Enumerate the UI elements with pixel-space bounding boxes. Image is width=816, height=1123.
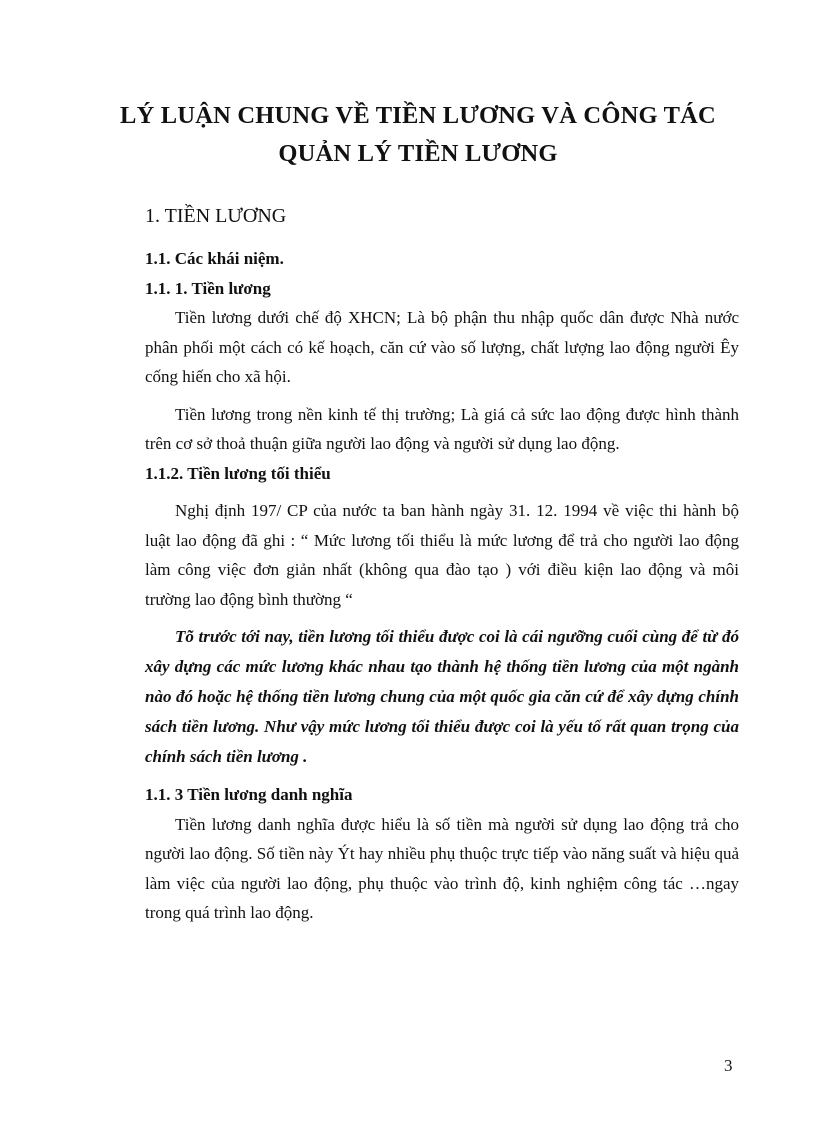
subheading-minimum-salary: 1.1.2. Tiền lương tối thiểu	[145, 463, 331, 483]
title-line-1: LÝ LUẬN CHUNG VỀ TIỀN LƯƠNG VÀ CÔNG TÁC	[120, 102, 716, 129]
subheading-nominal-salary: 1.1. 3 Tiền lương danh nghĩa	[145, 785, 353, 804]
paragraph-decree-197: Nghị định 197/ CP của nước ta ban hành ngày 31. 12. 1994 về việc thi hành bộ luật lao động đã ghi : “ Mức lương tối thiểu là mức lương để trả cho người lao động làm công việc đơn giản nhất (không qua đào tạo ) với điều kiện lao động và môi trường lao động bình thường “	[145, 501, 739, 609]
paragraph-salary-socialist: Tiền lương dưới chế độ XHCN; Là bộ phận thu nhập quốc dân được Nhà nước phân phối một cách có kế hoạch, căn cứ vào số lượng, chất lượng lao động người Êy cống hiến cho xã hội.	[145, 308, 739, 386]
paragraph-nominal-salary: Tiền lương danh nghĩa được hiểu là số tiền mà người sử dụng lao động trả cho người lao động. Số tiền này Ýt hay nhiều phụ thuộc trực tiếp vào năng suất và hiệu quả làm việc của người lao động, phụ thuộc vào trình độ, kinh nghiệm công tác …ngay trong quá trình lao động.	[145, 814, 739, 922]
paragraph-salary-market: Tiền lương trong nền kinh tế thị trường; Là giá cả sức lao động được hình thành trên cơ sở thoả thuận giữa người lao động và người sử dụng lao động.	[145, 404, 739, 453]
subheading-salary: 1.1. 1. Tiền lương	[145, 278, 271, 298]
document-title	[100, 97, 736, 173]
subheading-concepts: 1.1. Các khái niệm.	[145, 249, 284, 268]
section-heading: 1. TIỀN LƯƠNG	[145, 205, 287, 227]
title-line-2: QUẢN LÝ TIỀN LƯƠNG	[278, 140, 558, 167]
page-number: 3	[724, 1056, 733, 1075]
paragraph-minimum-salary-emphasis: Tõ trước tới nay, tiền lương tối thiểu được coi là cái ngưỡng cuối cùng để từ đó xây dựng các mức lương khác nhau tạo thành hệ thống tiền lương của một ngành nào đó hoặc hệ thống tiền lương chung của một quốc gia căn cứ để xây dựng chính sách tiền lương. Như vậy mức lương tối thiểu được coi là yếu tố rất quan trọng của chính sách tiền lương .	[145, 627, 739, 766]
document-body	[145, 244, 739, 928]
